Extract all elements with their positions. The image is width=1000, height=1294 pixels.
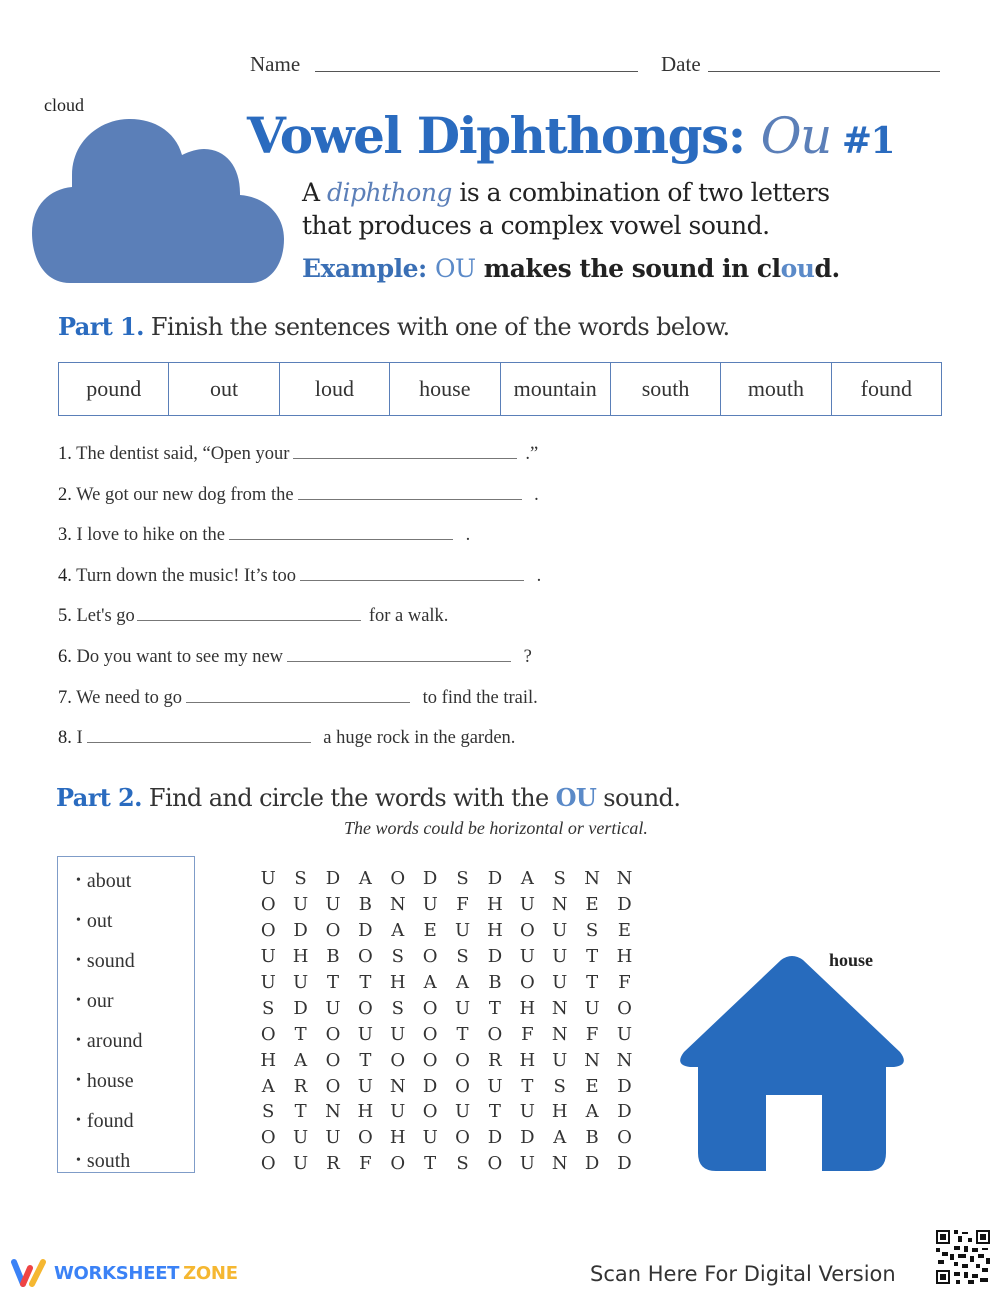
answer-blank[interactable] <box>229 539 453 540</box>
sentence-after: . <box>460 525 471 545</box>
word-bank-item: loud <box>280 363 390 415</box>
grid-letter[interactable]: N <box>551 894 568 916</box>
grid-letter[interactable]: H <box>389 972 406 993</box>
answer-blank[interactable] <box>293 458 517 459</box>
grid-letter[interactable]: O <box>519 972 535 993</box>
word-list-label: found <box>86 1109 134 1132</box>
grid-letter[interactable]: O <box>390 868 406 890</box>
grid-letter[interactable]: A <box>585 1101 599 1123</box>
sentence-before: Turn down the music! It’s too <box>71 566 296 586</box>
word-bank-item: mountain <box>501 363 611 415</box>
sentence-after: .” <box>525 444 539 464</box>
grid-letter[interactable]: O <box>455 1049 470 1071</box>
grid-letter[interactable]: O <box>455 1075 470 1097</box>
grid-letter[interactable]: S <box>456 868 469 890</box>
def-term: diphthong <box>327 178 452 207</box>
grid-letter[interactable]: H <box>487 894 503 916</box>
def-line2: that produces a complex vowel sound. <box>302 211 770 240</box>
answer-blank[interactable] <box>87 742 311 743</box>
word-bank-item: out <box>169 363 279 415</box>
name-field[interactable] <box>315 71 638 72</box>
example-text2: d. <box>814 254 840 283</box>
grid-letter[interactable]: B <box>358 894 372 916</box>
grid-letter[interactable]: S <box>391 997 404 1019</box>
grid-letter[interactable]: O <box>422 1023 438 1045</box>
grid-letter[interactable]: U <box>260 946 276 968</box>
example-ou: OU <box>434 254 476 283</box>
grid-letter[interactable]: A <box>358 868 372 890</box>
word-list-item <box>58 1101 194 1141</box>
grid-letter[interactable]: F <box>359 1153 372 1175</box>
grid-letter[interactable]: S <box>262 1101 275 1123</box>
house-icon <box>678 955 906 1173</box>
grid-letter[interactable]: U <box>519 1101 535 1123</box>
word-bank-item: found <box>860 376 912 401</box>
grid-letter[interactable]: U <box>357 1023 373 1045</box>
grid-letter[interactable]: N <box>551 1023 568 1045</box>
grid-letter[interactable]: E <box>423 920 437 942</box>
sentence-before: The dentist said, “Open your <box>71 444 290 464</box>
name-date-row <box>250 52 950 78</box>
logo-word2: ZONE <box>183 1262 238 1284</box>
grid-letter[interactable]: A <box>261 1075 275 1097</box>
sentence-number: 2. <box>58 485 72 505</box>
search-word-list <box>57 856 195 1173</box>
bullet-icon: • <box>76 993 81 1008</box>
sentence-after: . <box>529 485 539 505</box>
grid-letter[interactable]: O <box>260 1127 276 1149</box>
grid-letter[interactable]: D <box>422 1075 438 1097</box>
grid-letter[interactable]: O <box>422 1049 438 1071</box>
grid-letter[interactable]: O <box>357 997 373 1019</box>
grid-letter[interactable]: U <box>552 946 568 968</box>
grid-letter[interactable]: O <box>325 1023 341 1045</box>
grid-letter[interactable]: N <box>389 894 406 916</box>
title-ou: Ou <box>760 107 831 165</box>
grid-letter[interactable]: S <box>585 920 599 942</box>
sentence-3 <box>58 525 470 549</box>
definition-text <box>302 176 830 242</box>
grid-letter[interactable]: A <box>391 920 405 942</box>
sentence-before: We got our new dog from the <box>71 485 294 505</box>
grid-letter[interactable]: U <box>454 920 471 942</box>
answer-blank[interactable] <box>298 499 522 500</box>
grid-letter[interactable]: D <box>422 868 438 890</box>
grid-letter[interactable]: T <box>294 1101 307 1123</box>
grid-letter[interactable]: U <box>390 1023 406 1045</box>
date-label: Date <box>661 52 701 76</box>
word-list-label: about <box>86 869 132 892</box>
grid-letter[interactable]: U <box>487 1075 503 1097</box>
grid-letter[interactable]: U <box>584 997 600 1019</box>
grid-letter[interactable]: D <box>617 1101 632 1123</box>
grid-letter[interactable]: D <box>617 894 632 916</box>
sentence-before: Do you want to see my new <box>71 647 284 667</box>
word-bank <box>58 362 942 416</box>
grid-letter[interactable]: F <box>456 894 469 916</box>
sentence-7 <box>58 688 538 712</box>
grid-letter[interactable]: F <box>618 972 631 993</box>
logo-word1: WORKSHEET <box>54 1262 180 1284</box>
grid-letter[interactable]: D <box>293 997 308 1019</box>
part1-instruction: Finish the sentences with one of the words below. <box>143 313 730 341</box>
answer-blank[interactable] <box>186 702 410 703</box>
grid-letter[interactable]: U <box>293 1127 309 1149</box>
sentence-number: 6. <box>58 647 72 667</box>
part1-heading <box>58 312 730 341</box>
grid-letter[interactable]: O <box>519 920 535 942</box>
part2-heading <box>56 783 680 812</box>
grid-letter[interactable]: B <box>585 1127 599 1149</box>
grid-letter[interactable]: U <box>454 997 471 1019</box>
sentence-5 <box>58 606 448 630</box>
grid-letter[interactable]: U <box>422 1127 438 1149</box>
grid-letter[interactable]: U <box>519 894 535 916</box>
grid-letter[interactable]: U <box>390 1101 406 1123</box>
word-list-item <box>58 1141 194 1181</box>
grid-letter[interactable]: D <box>617 1075 632 1097</box>
grid-letter[interactable]: O <box>325 1049 341 1071</box>
grid-letter[interactable]: H <box>519 1049 536 1071</box>
grid-letter[interactable]: T <box>488 997 501 1019</box>
grid-letter[interactable]: T <box>359 1049 372 1071</box>
sentence-1 <box>58 444 538 468</box>
sentence-number: 8. <box>58 728 72 748</box>
grid-letter[interactable]: U <box>552 920 568 942</box>
grid-letter[interactable]: D <box>487 946 503 968</box>
sentence-after: . <box>531 566 542 586</box>
grid-letter[interactable]: O <box>260 1023 276 1045</box>
grid-letter[interactable]: T <box>359 972 372 993</box>
grid-letter[interactable]: H <box>292 946 309 968</box>
sentence-6 <box>58 647 532 671</box>
grid-letter[interactable]: U <box>260 868 276 890</box>
bullet-icon: • <box>76 1033 81 1048</box>
grid-letter[interactable]: O <box>487 1153 503 1175</box>
bullet-icon: • <box>76 1073 81 1088</box>
word-list-label: out <box>86 909 113 932</box>
grid-letter[interactable]: S <box>553 868 566 890</box>
grid-letter[interactable]: A <box>520 868 534 890</box>
grid-letter[interactable]: R <box>488 1049 502 1071</box>
example-highlight: ou <box>780 254 815 283</box>
word-list-label: house <box>86 1069 134 1092</box>
grid-letter[interactable]: S <box>262 997 275 1019</box>
part2-instruction-pre: Find and circle the words with the <box>141 784 556 812</box>
qr-code-icon[interactable] <box>934 1228 992 1286</box>
grid-letter[interactable]: D <box>617 1153 632 1175</box>
grid-letter[interactable]: T <box>488 1101 501 1123</box>
sentence-number: 1. <box>58 444 72 464</box>
grid-letter[interactable]: O <box>455 1127 470 1149</box>
example-text <box>302 254 840 283</box>
part2-instruction-post: sound. <box>596 784 681 812</box>
worksheet-zone-logo[interactable] <box>10 1258 238 1288</box>
sentence-before: We need to go <box>71 688 183 708</box>
grid-letter[interactable]: O <box>325 920 341 942</box>
grid-letter[interactable]: U <box>552 972 568 993</box>
grid-letter[interactable]: F <box>585 1023 599 1045</box>
word-list-label: around <box>86 1029 143 1052</box>
grid-letter[interactable]: O <box>357 1127 373 1149</box>
answer-blank[interactable] <box>300 580 524 581</box>
word-list-item <box>58 941 194 981</box>
grid-letter[interactable]: U <box>454 1101 471 1123</box>
grid-letter[interactable]: U <box>616 1023 633 1045</box>
grid-letter[interactable]: O <box>325 1075 341 1097</box>
word-list-item <box>58 861 194 901</box>
sentence-after: for a walk. <box>368 606 449 626</box>
word-bank-item: house <box>390 363 500 415</box>
word-bank-item: south <box>611 363 721 415</box>
grid-letter[interactable]: B <box>488 972 502 993</box>
grid-letter[interactable]: D <box>520 1127 535 1149</box>
grid-letter[interactable]: N <box>616 868 633 890</box>
grid-letter[interactable]: R <box>293 1075 308 1097</box>
grid-letter[interactable]: H <box>616 946 633 968</box>
grid-letter[interactable]: S <box>553 1075 566 1097</box>
sentence-before: Let's go <box>71 606 135 626</box>
example-label: Example: <box>302 254 427 283</box>
sentence-before: I <box>71 728 83 748</box>
grid-letter[interactable]: O <box>390 1049 406 1071</box>
grid-letter[interactable]: O <box>422 1101 438 1123</box>
grid-letter[interactable]: T <box>424 1153 437 1175</box>
grid-letter[interactable]: T <box>456 1023 469 1045</box>
bullet-icon: • <box>76 953 81 968</box>
grid-letter[interactable]: N <box>584 868 600 890</box>
word-list-item <box>58 981 194 1021</box>
bullet-icon: • <box>76 1113 81 1128</box>
grid-letter[interactable]: E <box>617 920 632 942</box>
grid-letter[interactable]: O <box>260 1153 276 1175</box>
grid-letter[interactable]: N <box>389 1075 406 1097</box>
grid-letter[interactable]: D <box>325 868 341 890</box>
sentence-number: 7. <box>58 688 72 708</box>
grid-letter[interactable]: N <box>551 997 568 1019</box>
grid-letter[interactable]: T <box>586 946 599 968</box>
grid-letter[interactable]: O <box>487 1023 503 1045</box>
grid-letter[interactable]: A <box>294 1049 308 1071</box>
grid-letter[interactable]: H <box>551 1101 568 1123</box>
grid-letter[interactable]: U <box>325 894 341 916</box>
part2-label: Part 2. <box>56 783 142 812</box>
grid-letter[interactable]: D <box>584 1153 600 1175</box>
grid-letter[interactable]: O <box>422 997 438 1019</box>
grid-letter[interactable]: D <box>487 1127 503 1149</box>
grid-letter[interactable]: E <box>585 1075 599 1097</box>
grid-letter[interactable]: N <box>551 1153 568 1175</box>
answer-blank[interactable] <box>137 620 361 621</box>
grid-letter[interactable]: S <box>294 868 307 890</box>
grid-letter[interactable]: B <box>326 946 340 968</box>
grid-letter[interactable]: U <box>260 972 276 993</box>
grid-letter[interactable]: N <box>325 1101 341 1123</box>
logo-mark-icon <box>10 1258 48 1288</box>
word-list-label: our <box>86 989 114 1012</box>
grid-letter[interactable]: S <box>456 946 469 968</box>
grid-letter[interactable]: U <box>552 1049 568 1071</box>
grid-letter[interactable]: F <box>521 1023 534 1045</box>
sentence-number: 4. <box>58 566 72 586</box>
page-title <box>247 106 894 165</box>
bullet-icon: • <box>76 873 81 888</box>
grid-letter[interactable]: U <box>519 946 535 968</box>
title-number: #1 <box>830 120 895 162</box>
sentence-number: 3. <box>58 525 72 545</box>
word-search-grid <box>252 866 641 1177</box>
bullet-icon: • <box>76 1153 81 1168</box>
word-list-item <box>58 1061 194 1101</box>
grid-letter[interactable]: U <box>357 1075 373 1097</box>
grid-letter[interactable]: D <box>358 920 373 942</box>
part2-note: The words could be horizontal or vertical. <box>344 818 648 838</box>
grid-letter[interactable]: O <box>422 946 438 968</box>
grid-letter[interactable]: U <box>422 894 438 916</box>
date-field[interactable] <box>708 71 940 72</box>
grid-letter[interactable]: T <box>294 1023 307 1045</box>
scan-text: Scan Here For Digital Version <box>590 1262 896 1286</box>
word-list-label: sound <box>86 949 135 972</box>
grid-letter[interactable]: O <box>260 920 276 942</box>
word-list-item <box>58 901 194 941</box>
grid-letter[interactable]: H <box>357 1101 374 1123</box>
grid-letter[interactable]: A <box>456 972 470 993</box>
name-label: Name <box>250 52 301 76</box>
grid-letter[interactable]: R <box>326 1153 340 1175</box>
word-list-label: south <box>86 1149 131 1172</box>
def-pre: A <box>302 178 328 207</box>
def-line1: is a combination of two letters <box>451 178 830 207</box>
grid-letter[interactable]: O <box>390 1153 406 1175</box>
sentence-2 <box>58 485 539 509</box>
grid-letter[interactable]: A <box>553 1127 567 1149</box>
grid-letter[interactable]: S <box>391 946 404 968</box>
grid-letter[interactable]: D <box>487 868 503 890</box>
word-list-item <box>58 1021 194 1061</box>
word-bank-item: pound <box>59 363 169 415</box>
grid-letter[interactable]: O <box>357 946 373 968</box>
word-bank-item: mouth <box>721 363 831 415</box>
grid-letter[interactable]: S <box>456 1153 469 1175</box>
grid-letter[interactable]: A <box>423 972 437 993</box>
grid-letter[interactable]: U <box>519 1153 535 1175</box>
grid-letter[interactable]: T <box>586 972 599 993</box>
sentence-after: to find the trail. <box>418 688 538 708</box>
example-text1: makes the sound in cl <box>475 254 781 283</box>
grid-letter[interactable]: E <box>585 894 599 916</box>
grid-letter[interactable]: H <box>260 1049 277 1071</box>
grid-letter[interactable]: U <box>293 894 309 916</box>
bullet-icon: • <box>76 913 81 928</box>
answer-blank[interactable] <box>287 661 511 662</box>
sentence-8 <box>58 728 515 752</box>
sentence-after: ? <box>519 647 532 667</box>
part1-label: Part 1. <box>58 312 144 341</box>
title-main: Vowel Diphthongs: <box>247 106 761 165</box>
sentence-before: I love to hike on the <box>71 525 225 545</box>
sentence-4 <box>58 566 541 590</box>
sentence-number: 5. <box>58 606 72 626</box>
grid-letter[interactable]: N <box>616 1049 633 1071</box>
grid-letter[interactable]: O <box>260 894 276 916</box>
grid-letter[interactable]: H <box>519 997 536 1019</box>
grid-letter[interactable]: U <box>325 1127 341 1149</box>
part2-instruction-ou: OU <box>555 783 597 812</box>
sentence-after: a huge rock in the garden. <box>318 728 516 748</box>
grid-letter[interactable]: H <box>487 920 503 942</box>
grid-letter[interactable]: U <box>293 1153 309 1175</box>
grid-letter[interactable]: O <box>617 1127 632 1149</box>
grid-letter[interactable]: U <box>325 997 341 1019</box>
cloud-label: cloud <box>44 95 84 115</box>
grid-letter[interactable]: H <box>389 1127 406 1149</box>
grid-letter[interactable]: D <box>293 920 308 942</box>
house-label: house <box>829 950 874 970</box>
grid-letter[interactable]: T <box>521 1075 534 1097</box>
grid-letter[interactable]: T <box>326 972 339 993</box>
grid-letter[interactable]: O <box>617 997 632 1019</box>
grid-letter[interactable]: U <box>293 972 309 993</box>
grid-letter[interactable]: N <box>584 1049 600 1071</box>
